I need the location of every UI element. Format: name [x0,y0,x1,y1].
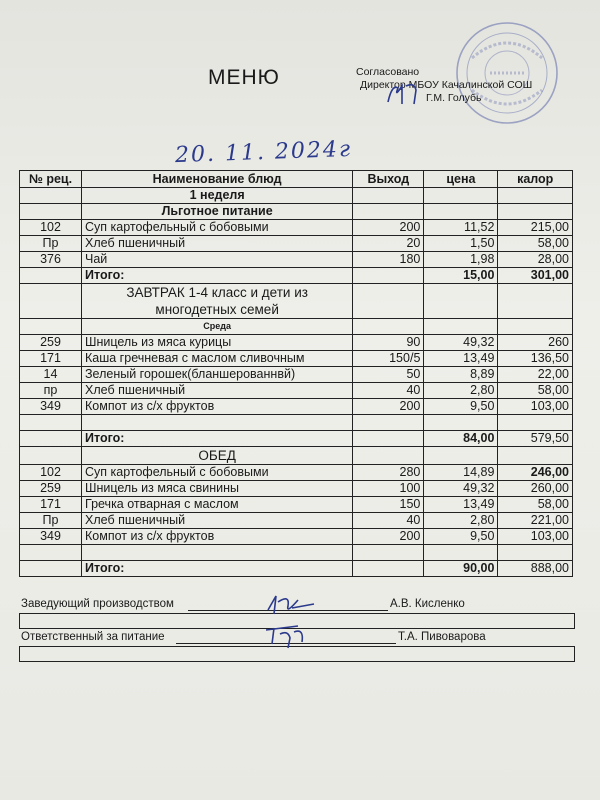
approved-label: Согласовано [356,66,420,78]
table-header-row [20,171,573,188]
col-dish: Наименование блюд [82,171,353,188]
responsible-label: Ответственный за питание [21,631,165,643]
manager-name: А.В. Кисленко [390,598,465,610]
table-row: 171 Гречка отварная с маслом 150 13,49 58,00 [20,497,573,513]
approval-block [356,66,533,105]
table-row: 102 Суп картофельный с бобовыми 200 11,52 215,00 [20,220,573,236]
table-row: 259 Шницель из мяса курицы 90 49,32 260 [20,335,573,351]
table-row: 259 Шницель из мяса свинины 100 49,32 260,00 [20,481,573,497]
section-title: Льготное питание [82,204,353,220]
table-row: Пр Хлеб пшеничный 40 2,80 221,00 [20,513,573,529]
total-row: Итого: 90,00 888,00 [20,561,573,577]
table-row: Пр Хлеб пшеничный 20 1,50 58,00 [20,236,573,252]
menu-date: 20. 11. 2024г [174,136,353,169]
manager-label: Заведующий производством [21,598,174,610]
day-label: Среда [82,319,353,335]
menu-table [19,170,573,577]
director-signature-icon [384,80,424,108]
table-row [20,284,573,319]
col-portion: Выход [353,171,424,188]
total-row: Итого: 84,00 579,50 [20,431,573,447]
director-label: Директор МБОУ Качалинской СОШ [360,79,533,91]
responsible-signature-icon [258,622,318,652]
table-row [20,447,573,465]
col-calories: калор [498,171,573,188]
table-row: 349 Компот из с/х фруктов 200 9,50 103,00 [20,399,573,415]
table-row [20,545,573,561]
page-title: МЕНЮ [208,66,280,89]
table-row [20,415,573,431]
table-row: 171 Каша гречневая с маслом сливочным 150/5 13,49 136,50 [20,351,573,367]
table-row: 376 Чай 180 1,98 28,00 [20,252,573,268]
week-label: 1 неделя [82,188,353,204]
responsible-name: Т.А. Пивоварова [398,631,486,643]
table-row: 14 Зеленый горошек(бланшерованнвй) 50 8,89 22,00 [20,367,573,383]
total-row: Итого: 15,00 301,00 [20,268,573,284]
table-row [20,188,573,204]
lunch-title: ОБЕД [82,447,353,465]
table-row: 349 Компот из с/х фруктов 200 9,50 103,00 [20,529,573,545]
table-row: 102 Суп картофельный с бобовыми 280 14,89 246,00 [20,465,573,481]
manager-signature-icon [262,592,322,618]
table-row: пр Хлеб пшеничный 40 2,80 58,00 [20,383,573,399]
table-row [20,319,573,335]
col-price: цена [424,171,498,188]
director-name: Г.М. Голубь [426,92,482,104]
table-row [20,204,573,220]
breakfast-title: ЗАВТРАК 1-4 класс и дети из многодетных семей [82,284,353,319]
col-recipe: № рец. [20,171,82,188]
